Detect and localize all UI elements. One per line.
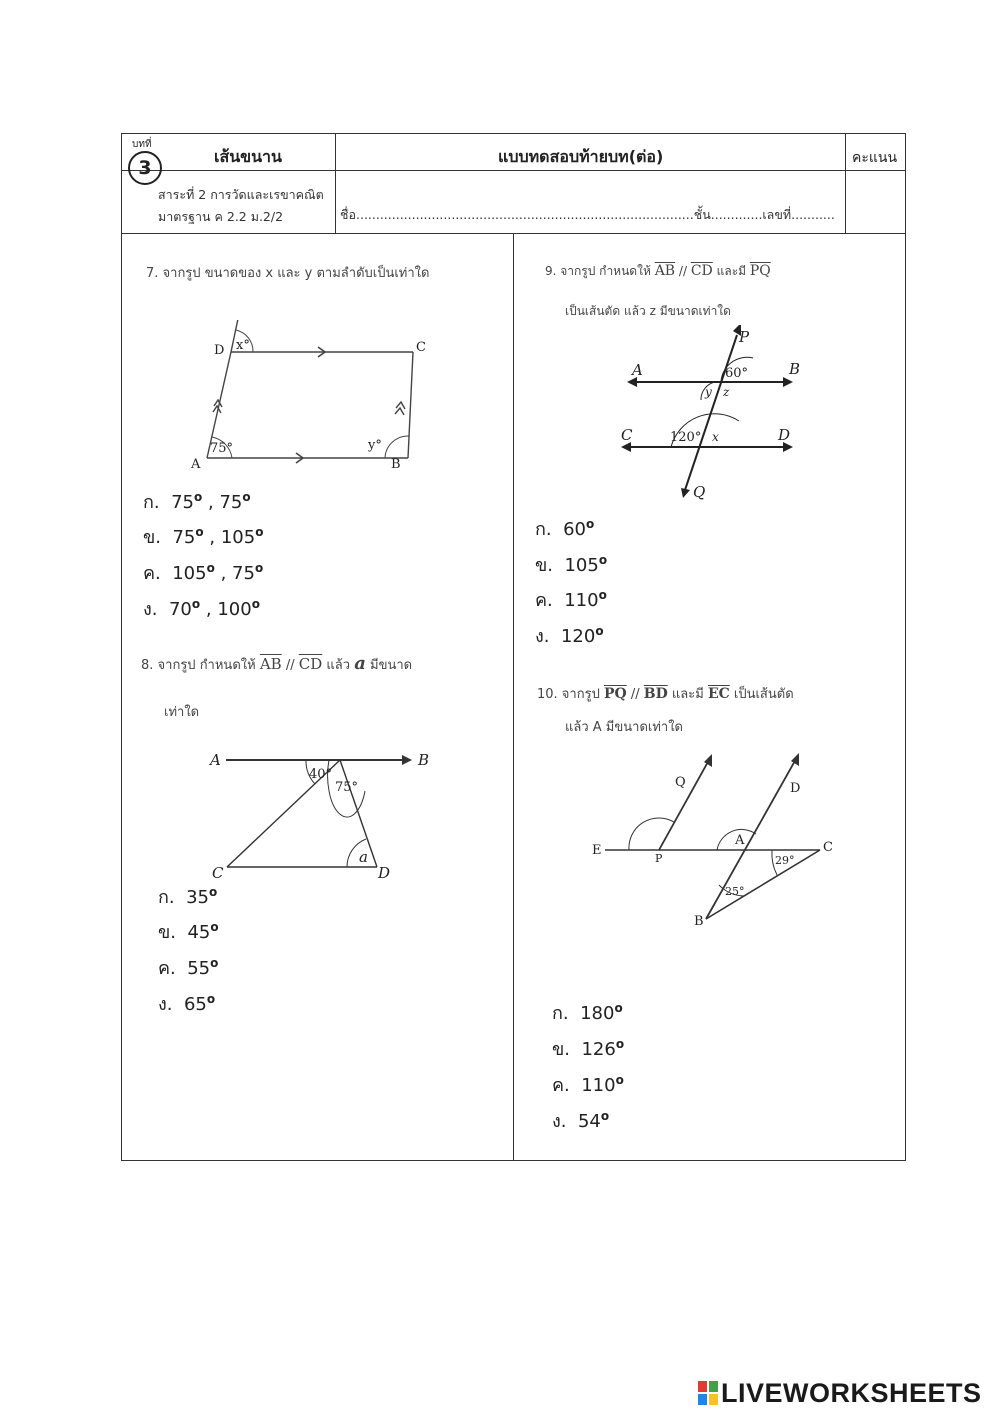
q8-label-40: 40° <box>309 767 333 782</box>
option-letter: ก. <box>535 519 552 540</box>
degree-mark: o <box>598 588 607 602</box>
option-letter: ค. <box>143 563 161 584</box>
q10-ray-pq <box>659 760 709 850</box>
q10-segment-bc <box>706 850 820 919</box>
option-letter: ค. <box>158 958 176 979</box>
option-letter: ข. <box>535 555 554 576</box>
q9-parallel-sign: // <box>678 264 688 278</box>
q8-option-3[interactable] <box>158 953 218 982</box>
q8-label-b: B <box>418 751 430 769</box>
option-value: 120 <box>560 626 596 647</box>
liveworksheets-logo <box>698 1378 982 1409</box>
q8-parallel-sign: // <box>285 658 295 673</box>
option-letter: ก. <box>552 1003 569 1024</box>
option-value: 35 <box>186 887 209 908</box>
q7-option-4[interactable] <box>143 594 260 623</box>
q10-option-3[interactable] <box>552 1070 624 1099</box>
standard-text: มาตรฐาน ค 2.2 ม.2/2 <box>158 209 284 224</box>
degree-mark: o <box>600 1109 610 1123</box>
option-letter: ข. <box>158 922 177 943</box>
option-value: 55 <box>187 958 211 979</box>
degree-mark: o <box>208 885 218 899</box>
q9-arrowhead-b <box>783 377 793 387</box>
worksheet-frame <box>121 133 906 1161</box>
q9-label-q: Q <box>693 483 706 501</box>
degree-mark: o <box>251 597 260 611</box>
q10-text-a: 10. จากรูป <box>537 687 600 702</box>
q8-question-cont: เท่าใด <box>164 705 200 720</box>
q8-option-4[interactable] <box>158 989 215 1018</box>
q7-question: 7. จากรูป ขนาดของ x และ y ตามลำดับเป็นเท่าใด <box>146 266 430 281</box>
option-value: 65 <box>183 994 207 1015</box>
header-row-divider <box>122 170 905 171</box>
degree-mark: o <box>614 1001 623 1015</box>
q10-label-c: C <box>823 840 833 855</box>
degree-mark: o <box>615 1037 625 1051</box>
option-letter: ข. <box>143 527 162 548</box>
q8-segment-ab: $\overline{AB}$ <box>259 655 282 673</box>
q7-parallelogram-diagram <box>180 320 440 480</box>
q8-text-c: มีขนาด <box>370 658 413 673</box>
option-value: 126 <box>581 1039 616 1060</box>
q9-transversal-diagram <box>615 325 815 505</box>
q8-question <box>141 653 412 675</box>
comma: , <box>207 492 214 513</box>
q10-ray-bd <box>706 759 796 919</box>
option-letter: ก. <box>158 887 175 908</box>
q9-label-y: y <box>705 385 712 399</box>
q9-option-1[interactable] <box>535 514 594 543</box>
option-letter: ข. <box>552 1039 571 1060</box>
q10-text-b: และมี <box>671 687 704 702</box>
degree-mark: o <box>254 561 264 575</box>
option-value: 60 <box>563 519 586 540</box>
comma: , <box>220 563 227 584</box>
option-value: 110 <box>581 1075 616 1096</box>
q7-option-2[interactable] <box>143 522 263 551</box>
q8-label-angle-a: a <box>359 848 368 866</box>
degree-mark: o <box>255 525 264 539</box>
q8-variable-a: a <box>354 653 366 674</box>
option-value: 54 <box>577 1111 601 1132</box>
strand-text: สาระที่ 2 การวัดและเรขาคณิต <box>158 187 324 202</box>
q8-option-2[interactable] <box>158 917 219 946</box>
option-value: 180 <box>580 1003 615 1024</box>
degree-mark: o <box>595 624 604 638</box>
q8-arrowhead-b <box>402 755 412 765</box>
q10-label-a: A <box>735 833 745 848</box>
q9-line-pq-draw <box>685 335 737 490</box>
q10-question-cont: แล้ว A มีขนาดเท่าใด <box>565 720 683 735</box>
q7-label-b: B <box>391 457 401 472</box>
q8-triangle-diagram <box>200 745 430 885</box>
option-value: 75 <box>172 527 196 548</box>
q9-label-a: A <box>632 361 643 379</box>
option-value: 45 <box>187 922 211 943</box>
option-letter: ง. <box>552 1111 567 1132</box>
q10-question <box>537 683 794 704</box>
q7-label-d: D <box>214 343 225 358</box>
header-divider-1 <box>335 134 336 234</box>
q7-side-bc <box>408 352 413 458</box>
degree-mark: o <box>210 956 219 970</box>
q7-label-x: x° <box>236 338 250 353</box>
q10-transversal-diagram <box>585 750 845 940</box>
q10-text-c: เป็นเส้นตัด <box>733 687 794 702</box>
degree-mark: o <box>195 525 204 539</box>
header-divider-2 <box>845 134 846 234</box>
q7-option-1[interactable] <box>143 487 251 516</box>
q9-line-cd: $\overline{CD}$ <box>690 263 713 279</box>
degree-mark: o <box>242 490 251 504</box>
option-letter: ง. <box>158 994 173 1015</box>
q10-option-1[interactable] <box>552 998 623 1027</box>
q8-label-d: D <box>378 864 391 882</box>
degree-mark: o <box>615 1073 624 1087</box>
q8-segment-cd: $\overline{CD}$ <box>298 655 323 673</box>
q10-label-e: E <box>592 843 602 858</box>
option-value: 105 <box>172 563 207 584</box>
q9-arrowhead-q <box>681 488 690 498</box>
q10-line-ec: $\overline{EC}$ <box>707 686 730 702</box>
option-letter: ก. <box>143 492 160 513</box>
q7-label-c: C <box>416 340 426 355</box>
degree-mark: o <box>206 992 216 1006</box>
option-value: 75 <box>232 563 255 584</box>
q9-option-3[interactable] <box>535 585 607 614</box>
chapter-number-badge: 3 <box>128 151 162 185</box>
test-title: แบบทดสอบท้ายบท(ต่อ) <box>498 147 664 166</box>
q9-label-c: C <box>621 426 633 444</box>
option-value: 70 <box>168 599 192 620</box>
q9-label-120: 120° <box>670 430 702 445</box>
q10-line-pq: $\overline{PQ}$ <box>603 686 627 702</box>
q9-label-p: P <box>739 328 750 346</box>
option-value: 105 <box>564 555 599 576</box>
option-value: 75 <box>171 492 194 513</box>
q9-question-cont: เป็นเส้นตัด แล้ว z มีขนาดเท่าใด <box>565 304 731 318</box>
q10-label-29: 29° <box>775 854 795 867</box>
score-label: คะแนน <box>852 150 898 166</box>
q9-label-b: B <box>789 360 801 378</box>
q9-label-x: x <box>712 430 719 444</box>
q10-parallel-sign: // <box>630 687 640 702</box>
q7-option-3[interactable] <box>143 558 263 587</box>
q7-label-75: 75° <box>210 441 234 456</box>
q8-text-a: 8. จากรูป กำหนดให้ <box>141 658 256 673</box>
q9-question <box>545 262 771 281</box>
q10-label-b: B <box>694 914 704 929</box>
q7-label-a: A <box>191 457 201 472</box>
q7-arc-y <box>385 436 409 458</box>
liveworksheets-wordmark: LIVEWORKSHEETS <box>721 1378 982 1408</box>
q8-label-75: 75° <box>335 780 359 795</box>
q8-label-c: C <box>212 864 224 882</box>
option-value: 75 <box>219 492 243 513</box>
q9-text-a: 9. จากรูป กำหนดให้ <box>545 264 651 278</box>
degree-mark: o <box>206 561 215 575</box>
comma: , <box>209 527 216 548</box>
q9-line-pq: $\overline{PQ}$ <box>749 263 771 279</box>
option-letter: ค. <box>535 590 553 611</box>
degree-mark: o <box>598 553 608 567</box>
q9-option-2[interactable] <box>535 550 607 579</box>
q10-option-4[interactable] <box>552 1106 609 1135</box>
q9-option-4[interactable] <box>535 621 604 650</box>
q10-label-q: Q <box>675 775 686 790</box>
q7-double-arrow-bc <box>395 402 405 415</box>
column-divider <box>513 234 514 1160</box>
q10-line-bd: $\overline{BD}$ <box>643 686 668 702</box>
q10-label-p: P <box>655 852 663 865</box>
name-class-number-line: ชื่อ.....................................................................................ชั้น.............เลขที่........... <box>340 207 835 222</box>
q9-label-d: D <box>778 426 791 444</box>
option-letter: ง. <box>535 626 550 647</box>
option-value: 110 <box>564 590 599 611</box>
q9-label-60: 60° <box>725 366 749 381</box>
q9-label-z: z <box>723 385 730 399</box>
chapter-title: เส้นขนาน <box>214 147 282 166</box>
option-value: 100 <box>217 599 252 620</box>
degree-mark: o <box>193 490 203 504</box>
q8-text-b: แล้ว <box>326 658 351 673</box>
degree-mark: o <box>585 517 595 531</box>
q10-label-d: D <box>790 781 801 796</box>
comma: , <box>205 599 212 620</box>
q9-text-b: และมี <box>716 264 747 278</box>
liveworksheets-logo-icon <box>698 1381 718 1405</box>
option-letter: ง. <box>143 599 158 620</box>
degree-mark: o <box>191 597 201 611</box>
q7-label-y: y° <box>368 438 382 453</box>
q8-label-a: A <box>210 751 221 769</box>
q10-option-2[interactable] <box>552 1034 624 1063</box>
option-letter: ค. <box>552 1075 570 1096</box>
chapter-label: บทที่ <box>132 139 152 150</box>
degree-mark: o <box>210 920 219 934</box>
q9-line-ab: $\overline{AB}$ <box>654 263 676 279</box>
option-value: 105 <box>220 527 256 548</box>
q8-option-1[interactable] <box>158 882 217 911</box>
q10-label-25: 25° <box>725 885 745 898</box>
